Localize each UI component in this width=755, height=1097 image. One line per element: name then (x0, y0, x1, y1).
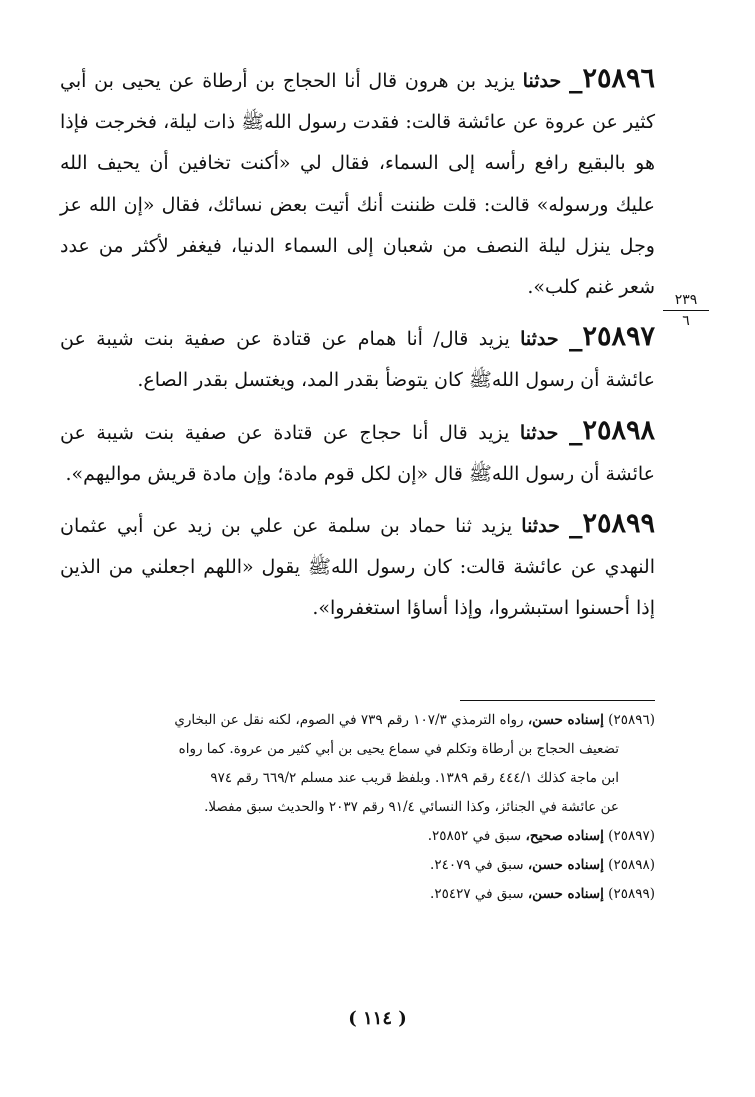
footnote-number: (٢٥٨٩٦) (608, 712, 655, 728)
footnote-separator (460, 700, 655, 701)
hadith-body: يزيد قال/ أنا همام عن قتادة عن صفية بنت شيبة عن عائشة أن رسول اللهﷺ كان يتوضأ بقدر المد، ويغتسل بقدر الصاع. (60, 328, 655, 392)
footnote-text: تضعيف الحجاج بن أرطاة وتكلم في سماع يحيى بن أبي كثير من عروة. كما رواه (178, 741, 619, 757)
footnote-number: (٢٥٨٩٧) (608, 828, 655, 844)
hadith-dash: _ (569, 63, 583, 94)
hadith-number: ٢٥٨٩٧ (582, 321, 655, 353)
manuscript-page: ٦ (682, 313, 690, 329)
footnote-continuation (60, 793, 655, 822)
narration-keyword: حدثنا (520, 328, 559, 351)
hadith-text-block (60, 58, 655, 630)
footnote-text: سبق في ٢٥٤٢٧. (430, 886, 524, 902)
page-number: ( ١١٤ ) (348, 1008, 407, 1029)
hadith-paragraph (60, 503, 655, 630)
narration-keyword: حدثنا (522, 70, 562, 92)
hadith-number: ٢٥٨٩٨ (582, 414, 655, 446)
footnote (60, 706, 655, 735)
footnote-grade: إسناده حسن، (527, 712, 604, 728)
footnote-continuation (60, 764, 655, 793)
footnote-grade: إسناده صحيح، (525, 828, 604, 844)
footnote-text: سبق في ٢٤٠٧٩. (430, 857, 524, 873)
footnote (60, 851, 655, 880)
hadith-number: ٢٥٨٩٦ (582, 63, 656, 94)
hadith-body: يزيد ثنا حماد بن سلمة عن علي بن زيد عن أبي عثمان النهدي عن عائشة قالت: كان رسول اللهﷺ يقول «اللهم اجعلني من الذين إذا أحسنوا استبشروا، وإذا أساؤا استغفروا». (60, 515, 655, 620)
hadith-body: يزيد قال أنا حجاج عن قتادة عن صفية بنت شيبة عن عائشة أن رسول اللهﷺ قال «إن لكل قوم مادة؛ وإن مادة قريش مواليهم». (60, 421, 655, 485)
footnote (60, 880, 655, 909)
footnote-number: (٢٥٨٩٨) (608, 857, 655, 873)
hadith-body: يزيد بن هرون قال أنا الحجاج بن أرطاة عن يحيى بن أبي كثير عن عروة عن عائشة قالت: فقدت رسول اللهﷺ ذات ليلة، فخرجت فإذا هو بالبقيع رافع رأسه إلى السماء، فقال لي «أكنت تخافين أن يحيف الله عليك ورسوله» قالت: قلت ظننت أنك أتيت بعض نسائك، فقال «إن الله عز وجل ينزل ليلة النصف من شعبان إلى السماء الدنيا، فيغفر لأكثر من عدد شعر غنم كلب». (60, 70, 655, 299)
footnote (60, 822, 655, 851)
footnote-grade: إسناده حسن، (527, 857, 604, 873)
footnotes-block (60, 706, 655, 909)
footnote-text: عن عائشة في الجنائز، وكذا النسائي ٩١/٤ رقم ٢٠٣٧ والحديث سبق مفصلا. (204, 799, 619, 815)
narration-keyword: حدثنا (521, 515, 560, 538)
footnote-grade: إسناده حسن، (527, 886, 604, 902)
manuscript-page-reference (663, 292, 709, 329)
footnote-text: سبق في ٢٥٨٥٢. (427, 828, 522, 844)
fraction-bar (663, 310, 709, 311)
hadith-dash: _ (568, 508, 583, 540)
hadith-paragraph (60, 58, 655, 308)
footnote-number: (٢٥٨٩٩) (608, 886, 655, 902)
hadith-paragraph (60, 410, 655, 495)
hadith-dash: _ (568, 414, 583, 446)
hadith-paragraph (60, 316, 655, 401)
manuscript-volume: ٢٣٩ (674, 292, 698, 308)
footnote-text: رواه الترمذي ١٠٧/٣ رقم ٧٣٩ في الصوم، لكنه نقل عن البخاري (174, 712, 524, 728)
narration-keyword: حدثنا (519, 421, 559, 444)
footnote-text: ابن ماجة كذلك ٤٤٤/١ رقم ١٣٨٩. وبلفظ قريب عند مسلم ٦٦٩/٢ رقم ٩٧٤ (210, 770, 619, 786)
hadith-number: ٢٥٨٩٩ (582, 508, 655, 540)
hadith-dash: _ (568, 321, 583, 353)
footnote-continuation (60, 735, 655, 764)
